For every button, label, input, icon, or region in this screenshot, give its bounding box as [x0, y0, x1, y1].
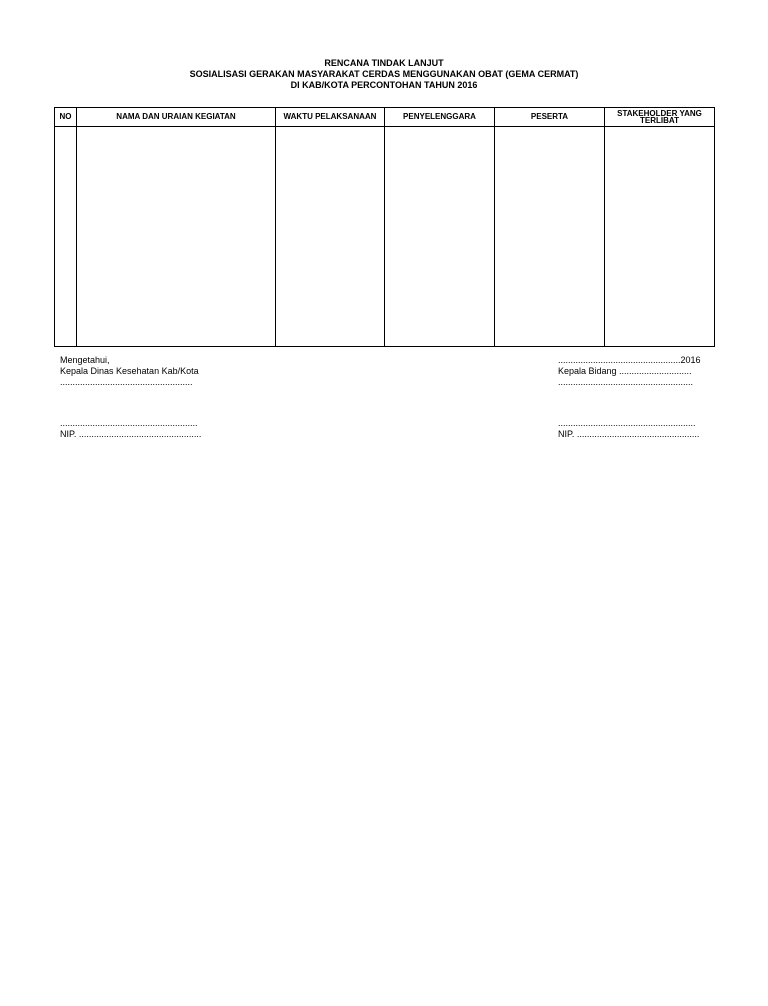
- signer-nip-left: NIP. .................................................: [60, 429, 202, 439]
- table-cell-no: [55, 127, 77, 347]
- signature-block-right: [558, 355, 701, 440]
- acknowledged-label: Mengetahui,: [60, 355, 110, 365]
- signer-place-line-left: .....................................................: [60, 377, 193, 387]
- table-cell-stakeholder: [605, 127, 715, 347]
- column-header-activity: NAMA DAN URAIAN KEGIATAN: [77, 108, 276, 127]
- document-subtitle-location: DI KAB/KOTA PERCONTOHAN TAHUN 2016: [290, 80, 478, 90]
- column-header-stakeholder: STAKEHOLDER YANG TERLIBAT: [605, 108, 715, 127]
- signer-title-right: Kepala Bidang .............................: [558, 366, 692, 376]
- signer-nip-right: NIP. .................................................: [558, 429, 700, 439]
- signer-name-line-right: .......................................................: [558, 418, 696, 428]
- signature-block-left: [60, 355, 201, 440]
- table-cell-organizer: [385, 127, 495, 347]
- plan-table: [54, 107, 715, 347]
- date-line: .................................................2016: [558, 355, 701, 365]
- table-cell-participants: [495, 127, 605, 347]
- column-header-no: NO: [55, 108, 77, 127]
- signer-place-line-right: ......................................................: [558, 377, 694, 387]
- column-header-participants: PESERTA: [495, 108, 605, 127]
- column-header-organizer: PENYELENGGARA: [385, 108, 495, 127]
- document-header: [0, 58, 768, 91]
- document-subtitle: SOSIALISASI GERAKAN MASYARAKAT CERDAS MENGGUNAKAN OBAT (GEMA CERMAT): [189, 69, 579, 79]
- column-header-schedule: WAKTU PELAKSANAAN: [276, 108, 385, 127]
- table-header-row: [55, 108, 715, 127]
- document-title: RENCANA TINDAK LANJUT: [324, 58, 444, 68]
- signer-title-left: Kepala Dinas Kesehatan Kab/Kota: [60, 366, 199, 376]
- table-row: [55, 127, 715, 347]
- table-cell-schedule: [276, 127, 385, 347]
- table-cell-activity: [77, 127, 276, 347]
- signer-name-line-left: .......................................................: [60, 418, 198, 428]
